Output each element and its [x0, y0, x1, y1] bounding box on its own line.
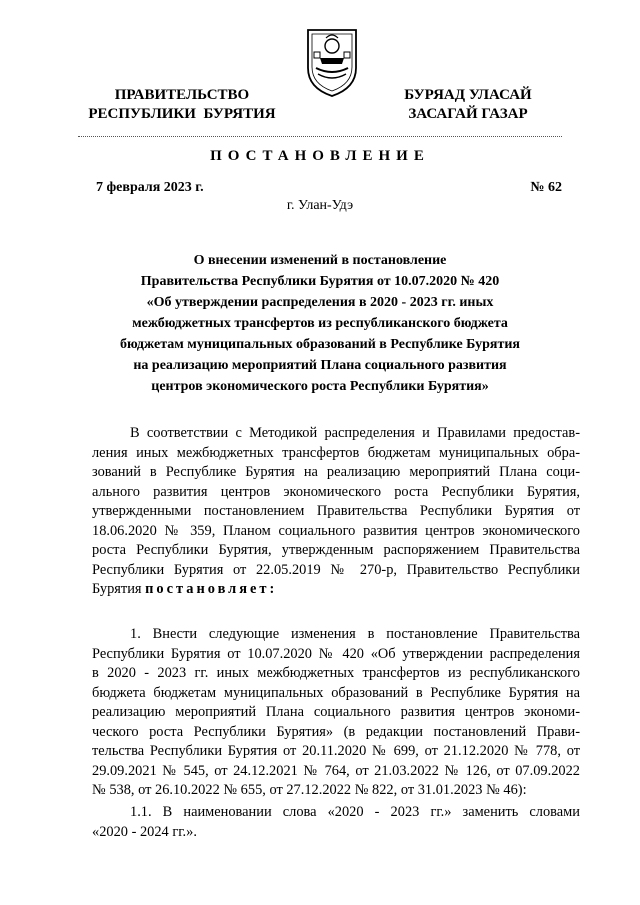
subject-line: центров экономического роста Республики Бурятия» — [151, 379, 489, 394]
header-divider — [78, 136, 562, 137]
document-date: 7 февраля 2023 г. — [96, 180, 204, 195]
body-line: 29.09.2021 № 545, от 24.12.2021 № 764, от 21.03.2022 № 126, от 07.09.2022 — [92, 762, 580, 779]
document-number: № 62 — [530, 180, 562, 195]
subject-line: на реализацию мероприятий Плана социального развития — [133, 358, 507, 373]
document-city: г. Улан-Удэ — [286, 198, 354, 213]
body-line: ческого роста Республики Бурятия» (в редакции постановлений Прави- — [92, 723, 580, 740]
item-1-paragraph — [92, 625, 580, 801]
body-line: Республики Бурятия от 22.05.2019 № 270-р, Правительство Республики — [92, 561, 580, 578]
subject-line: О внесении изменений в постановление — [193, 253, 447, 268]
body-line: утвержденными постановлением Правительства Республики Бурятия от — [92, 503, 580, 519]
body-line: бюджета бюджетам муниципальных образований в Республике Бурятия на — [92, 684, 580, 701]
government-name-buryat — [388, 86, 548, 124]
final-prefix: Бурятия — [92, 581, 142, 597]
body-line: тельства Республики Бурятия от 20.11.2020 № 699, от 21.12.2020 № 778, от — [92, 743, 580, 759]
body-line: в 2020 - 2023 гг. иных межбюджетных трансфертов из республиканского — [92, 665, 580, 681]
body-line: зований в Республике Бурятия на реализацию мероприятий Плана соци- — [92, 464, 580, 480]
body-line: реализацию мероприятий Плана социального развития центров экономи- — [92, 704, 580, 720]
body-line: роста Республики Бурятия, утвержденным распоряжением Правительства — [92, 542, 580, 558]
body-line: ления иных межбюджетных трансфертов бюджетам муниципальных обра- — [92, 444, 580, 461]
body-line-final — [92, 580, 580, 600]
body-line: ального развития центров экономического роста Республики Бурятия, — [92, 483, 580, 500]
subject-line: Правительства Республики Бурятия от 10.07.2020 № 420 — [140, 274, 500, 289]
body-line: В соответствии с Методикой распределения и Правилами предостав- — [130, 425, 580, 441]
document-subject — [90, 250, 550, 397]
body-line: 1.1. В наименовании слова «2020 - 2023 гг.» заменить словами — [130, 804, 580, 820]
subject-line: бюджетам муниципальных образований в Республике Бурятия — [120, 337, 520, 352]
body-line: 18.06.2020 № 359, Планом социального развития центров экономического — [92, 522, 580, 539]
header-right-line1: БУРЯАД УЛАСАЙ — [404, 87, 532, 103]
resolves-word: постановляет: — [145, 581, 278, 597]
preamble-paragraph — [92, 424, 580, 600]
body-line: 1. Внести следующие изменения в постановление Правительства — [130, 626, 580, 642]
document-type-title: ПОСТАНОВЛЕНИЕ — [210, 148, 430, 164]
header-right-line2: ЗАСАГАЙ ГАЗАР — [408, 106, 528, 122]
body-line: № 538, от 26.10.2022 № 655, от 27.12.2022 № 822, от 31.01.2023 № 46): — [92, 782, 527, 798]
header-left-line2: РЕСПУБЛИКИ БУРЯТИЯ — [88, 106, 276, 122]
body-line: «2020 - 2024 гг.». — [92, 823, 197, 840]
item-1-1-paragraph — [92, 803, 580, 842]
government-name-russian — [82, 86, 282, 124]
subject-line: «Об утверждении распределения в 2020 - 2023 гг. иных — [146, 295, 494, 310]
body-line: Республики Бурятия от 10.07.2020 № 420 «Об утверждении распределения — [92, 645, 580, 662]
coat-of-arms-icon — [302, 24, 362, 98]
subject-line: межбюджетных трансфертов из республиканского бюджета — [132, 316, 508, 331]
header-left-line1: ПРАВИТЕЛЬСТВО — [114, 87, 250, 103]
